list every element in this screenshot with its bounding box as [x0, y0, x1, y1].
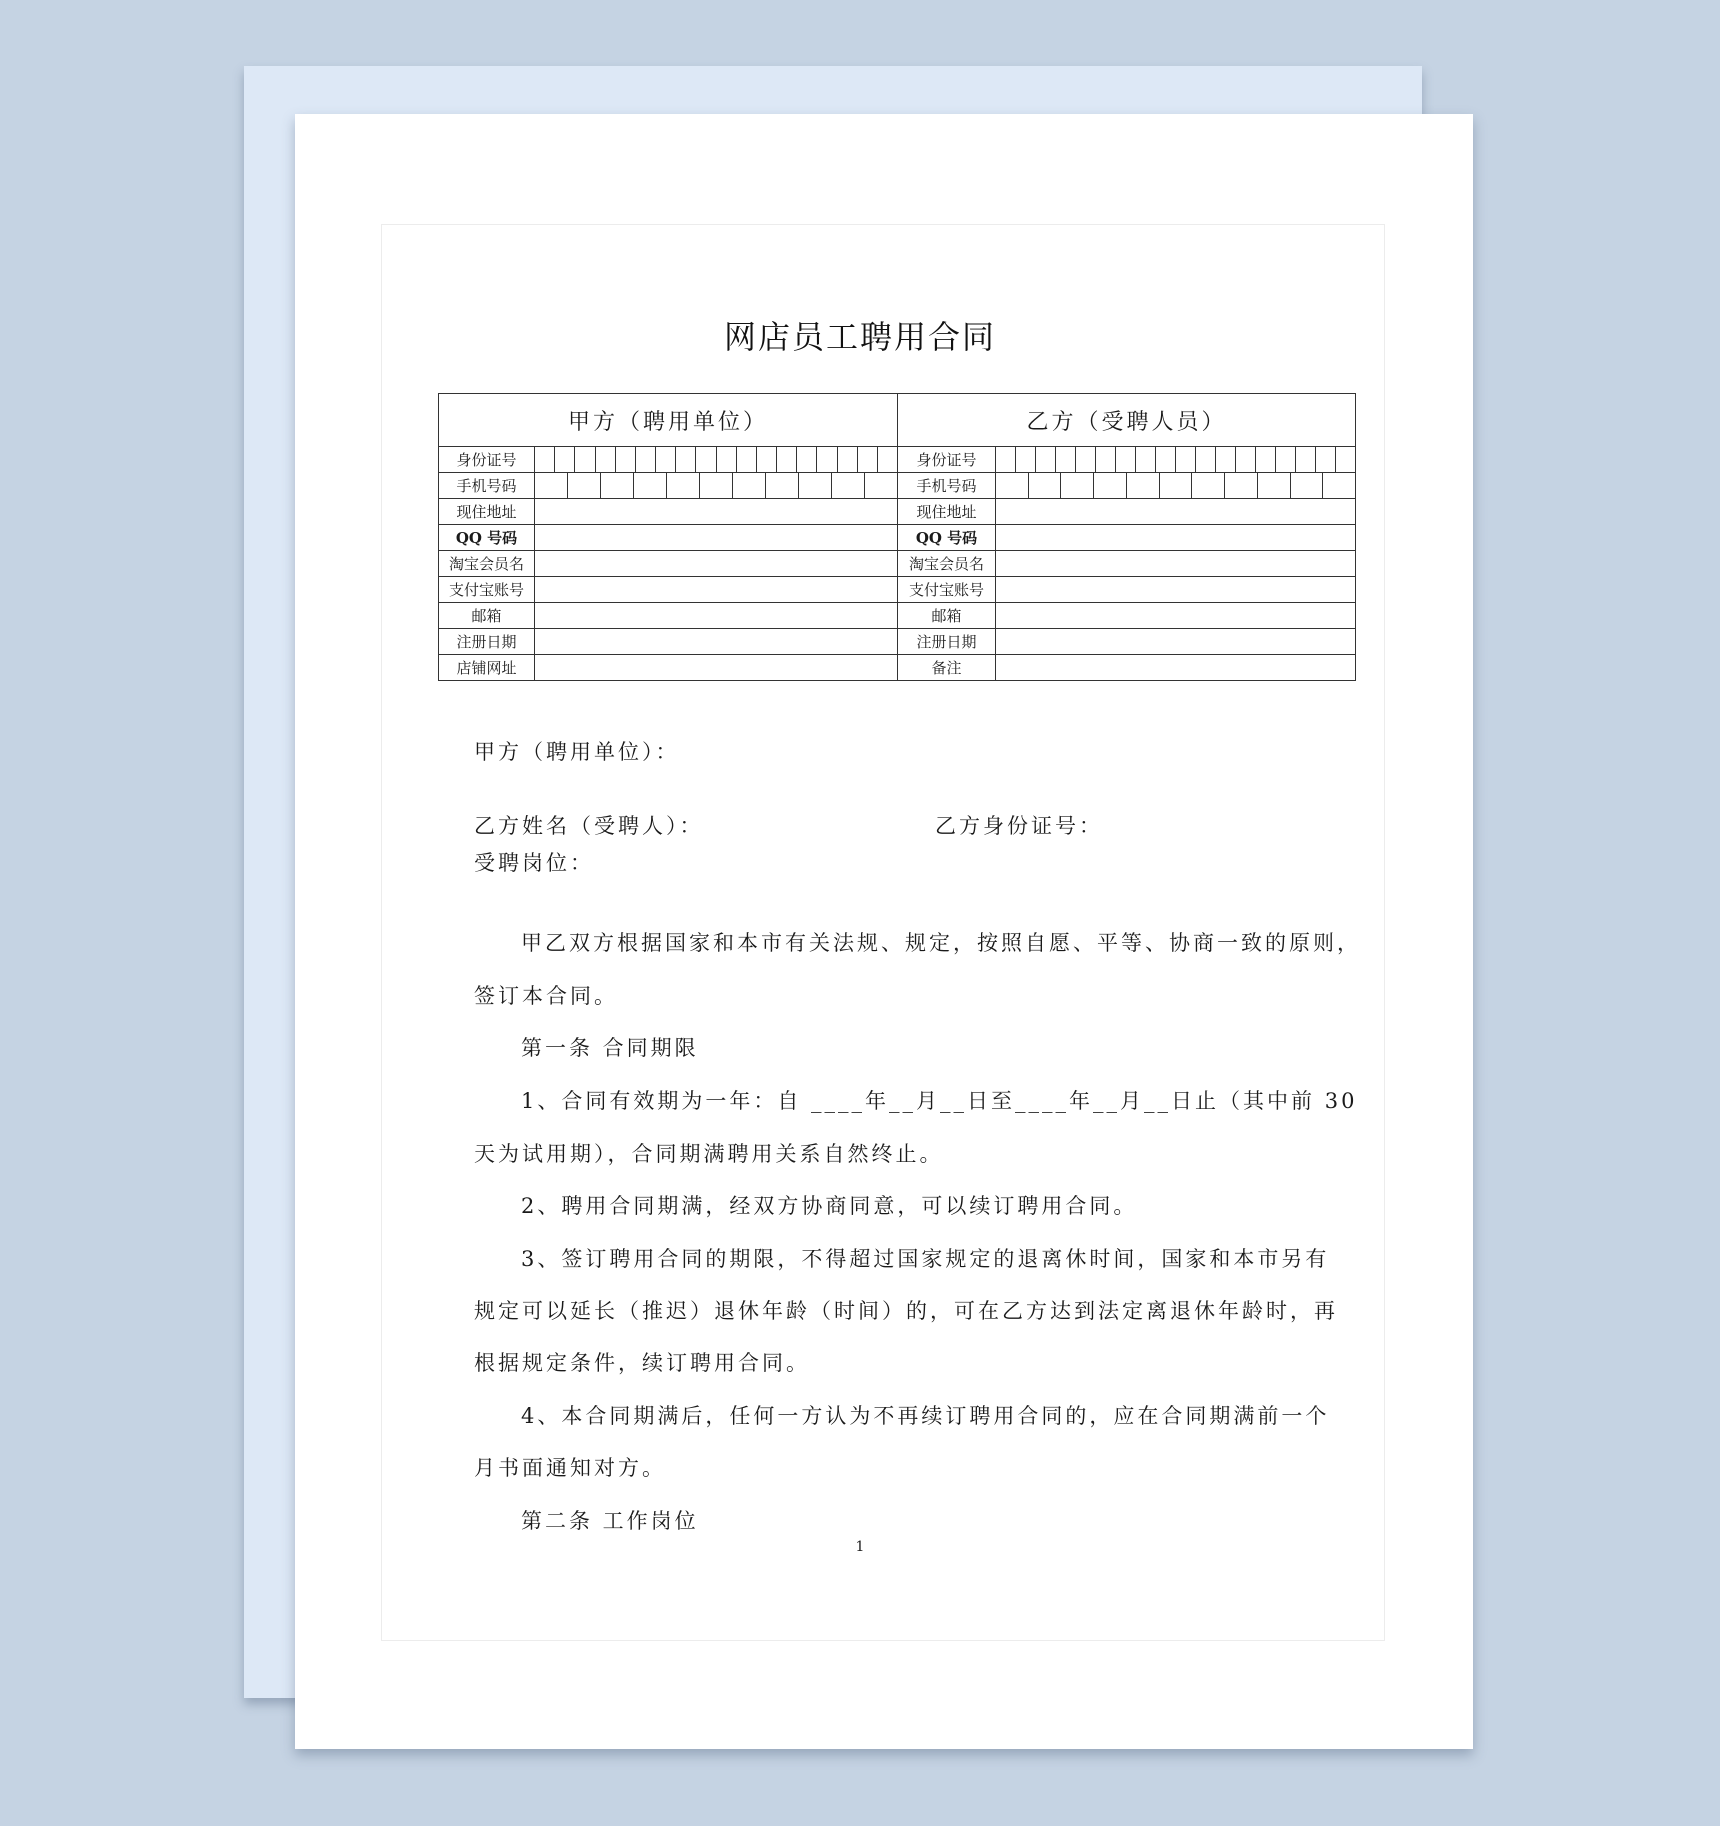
row-value-b [996, 655, 1356, 681]
digit-box [996, 473, 1029, 498]
digit-box [1276, 447, 1296, 472]
row-label-b: 淘宝会员名 [898, 551, 996, 577]
digit-box [1127, 473, 1160, 498]
party-b-name-field: 乙方姓名（受聘人）： [474, 814, 704, 838]
digit-box [634, 473, 667, 498]
digit-box [737, 447, 757, 472]
table-row [439, 525, 1356, 551]
row-label-a: 注册日期 [439, 629, 535, 655]
digit-box [733, 473, 766, 498]
table-row [439, 629, 1356, 655]
table-row [439, 655, 1356, 681]
table-row-id [439, 447, 1356, 473]
row-value-b [996, 603, 1356, 629]
digit-box [601, 473, 634, 498]
row-label-a: 手机号码 [439, 473, 535, 499]
table-header-row [439, 394, 1356, 447]
row-label-a: 身份证号 [439, 447, 535, 473]
digit-box [1316, 447, 1336, 472]
digit-box [838, 447, 858, 472]
digit-box [656, 447, 676, 472]
page-number: 1 [855, 1539, 865, 1555]
digit-box [700, 473, 733, 498]
digit-box [535, 447, 555, 472]
digit-box [1156, 447, 1176, 472]
clause-2: 2、聘用合同期满，经双方协商同意，可以续订聘用合同。 [521, 1194, 1138, 1218]
digit-box [817, 447, 837, 472]
row-value-a [535, 603, 898, 629]
digit-box [555, 447, 575, 472]
row-value-b [996, 525, 1356, 551]
id-digit-boxes-a [535, 447, 898, 473]
row-value-a [535, 499, 898, 525]
digit-box [1236, 447, 1256, 472]
digit-box [535, 473, 568, 498]
party-b-header: 乙方（受聘人员） [898, 394, 1356, 447]
row-label-b: QQ 号码 [898, 525, 996, 551]
clause-3-line-1: 3、签订聘用合同的期限，不得超过国家规定的退离休时间，国家和本市另有 [521, 1247, 1330, 1271]
digit-box [1216, 447, 1236, 472]
digit-box [568, 473, 601, 498]
digit-box [636, 447, 656, 472]
digit-box [1196, 447, 1216, 472]
clause-4-line-2: 月书面通知对方。 [474, 1456, 666, 1480]
row-value-b [996, 629, 1356, 655]
row-value-a [535, 525, 898, 551]
digit-box [1336, 447, 1355, 472]
row-label-b: 邮箱 [898, 603, 996, 629]
party-b-id-field: 乙方身份证号： [935, 814, 1103, 838]
row-label-b: 注册日期 [898, 629, 996, 655]
digit-box [797, 447, 817, 472]
digit-box [1056, 447, 1076, 472]
digit-box [757, 447, 777, 472]
digit-box [865, 473, 897, 498]
row-label-b: 身份证号 [898, 447, 996, 473]
row-label-a: 支付宝账号 [439, 577, 535, 603]
clause-1-line-2: 天为试用期），合同期满聘用关系自然终止。 [474, 1142, 944, 1166]
digit-box [1192, 473, 1225, 498]
row-value-a [535, 655, 898, 681]
position-field: 受聘岗位： [474, 851, 594, 875]
digit-box [1076, 447, 1096, 472]
row-label-a: 淘宝会员名 [439, 551, 535, 577]
row-label-b: 备注 [898, 655, 996, 681]
digit-box [1036, 447, 1056, 472]
digit-box [1029, 473, 1062, 498]
digit-box [1296, 447, 1316, 472]
row-value-a [535, 551, 898, 577]
table-row [439, 499, 1356, 525]
digit-box [1258, 473, 1291, 498]
article-1-title: 第一条 合同期限 [521, 1036, 699, 1060]
digit-box [676, 447, 696, 472]
table-row [439, 577, 1356, 603]
party-a-header: 甲方（聘用单位） [439, 394, 898, 447]
digit-box [717, 447, 737, 472]
clause-1-line-1: 1、合同有效期为一年：自 ____年__月__日至____年__月__日止（其中前 30 [521, 1089, 1358, 1113]
digit-box [832, 473, 865, 498]
digit-box [1256, 447, 1276, 472]
digit-box [1116, 447, 1136, 472]
digit-box [777, 447, 797, 472]
intro-line-1: 甲乙双方根据国家和本市有关法规、规定，按照自愿、平等、协商一致的原则， [521, 931, 1361, 955]
digit-box [1096, 447, 1116, 472]
row-label-b: 手机号码 [898, 473, 996, 499]
clause-3-line-3: 根据规定条件，续订聘用合同。 [474, 1351, 810, 1375]
row-label-b: 现住地址 [898, 499, 996, 525]
table-row [439, 603, 1356, 629]
clause-4-line-1: 4、本合同期满后，任何一方认为不再续订聘用合同的，应在合同期满前一个 [521, 1404, 1330, 1428]
digit-box [1225, 473, 1258, 498]
digit-box [616, 447, 636, 472]
row-label-a: QQ 号码 [439, 525, 535, 551]
digit-box [696, 447, 716, 472]
digit-box [1016, 447, 1036, 472]
row-value-a [535, 577, 898, 603]
table-row [439, 551, 1356, 577]
row-label-b: 支付宝账号 [898, 577, 996, 603]
document-title: 网店员工聘用合同 [723, 318, 996, 356]
party-info-table [438, 393, 1356, 681]
phone-digit-boxes-a [535, 473, 898, 499]
digit-box [799, 473, 832, 498]
digit-box [766, 473, 799, 498]
digit-box [1136, 447, 1156, 472]
digit-box [858, 447, 878, 472]
party-a-field: 甲方（聘用单位）： [474, 740, 680, 764]
digit-box [996, 447, 1016, 472]
intro-line-2: 签订本合同。 [474, 984, 618, 1008]
row-label-a: 现住地址 [439, 499, 535, 525]
row-label-a: 店铺网址 [439, 655, 535, 681]
digit-box [878, 447, 897, 472]
digit-box [1061, 473, 1094, 498]
digit-box [1160, 473, 1193, 498]
clause-3-line-2: 规定可以延长（推迟）退休年龄（时间）的，可在乙方达到法定离退休年龄时，再 [474, 1299, 1338, 1323]
row-value-a [535, 629, 898, 655]
digit-box [1176, 447, 1196, 472]
phone-digit-boxes-b [996, 473, 1356, 499]
row-value-b [996, 551, 1356, 577]
row-value-b [996, 577, 1356, 603]
digit-box [575, 447, 595, 472]
digit-box [1323, 473, 1355, 498]
article-2-title: 第二条 工作岗位 [521, 1509, 699, 1533]
row-label-a: 邮箱 [439, 603, 535, 629]
id-digit-boxes-b [996, 447, 1356, 473]
row-value-b [996, 499, 1356, 525]
digit-box [596, 447, 616, 472]
digit-box [1094, 473, 1127, 498]
digit-box [1291, 473, 1324, 498]
table-row-phone [439, 473, 1356, 499]
digit-box [667, 473, 700, 498]
